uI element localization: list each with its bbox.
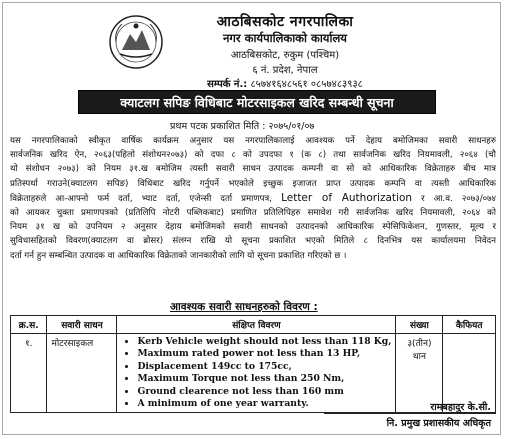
spec-item: • Maximum Torque not less than 250 Nm, <box>137 373 391 385</box>
col-serial: क्र.स. <box>11 316 47 334</box>
body-line: प्रतिस्पर्धा गराउने(क्याटलग सपिङ) विधिबाट खरिद गर्नुपर्ने भएकोले इच्छुक इजाजत प्राप्त उत्पादक कम्पनि वा त्यस्ती आधिकारिक <box>10 178 496 189</box>
body-line: विक्रेताहरुले आ-आफ्नो फर्म दर्ता, भ्याट दर्ता, एजेन्सी दर्ता प्रमाणपत्र, <box>10 193 272 204</box>
body-inline-after: र आ.व. २०७३/०७४ <box>421 193 497 204</box>
spec-item: • Maximum rated power not less than 13 HP, <box>137 348 391 360</box>
body-line: नियम ३१ ख को उपनियम २ अनुसार देहाय बमोजिमको सवारी साधनको उत्पादनको आधिकारिक स्पेसिफिकेशन, गुणस्तर, मूल्य र <box>10 222 496 233</box>
col-remarks: कैफियत <box>443 316 496 334</box>
table-header-row <box>11 316 496 334</box>
vehicle-spec-table <box>10 315 496 413</box>
office-name: नगर कार्यपालिकाको कार्यालय <box>223 31 347 45</box>
municipality-name: आठबिसकोट नगरपालिका <box>216 14 354 30</box>
table-row <box>11 334 496 413</box>
body-line: दर्ता गर्न हुन सम्बन्धित उत्पादक वा आधिकारिक विक्रेताको जानकारीको लागि यो सूचना प्रकाशित गरिएको छ । <box>10 250 347 261</box>
spec-item: • Ground clearence not less than 160 mm <box>137 386 391 398</box>
body-line: सार्वजनिक खरिद ऐन, २०६३(पहिलो संशोधन२०७३) को दफा ८ को उपदफा १ (क ८) तथा सार्वजनिक खरिद नियमावली, २०६४ (चौ <box>10 150 496 161</box>
spec-item: • A minimum of one year warranty. <box>137 398 391 410</box>
notice-title-banner: क्याटलग सपिङ विधिबाट मोटरसाइकल खरिद सम्बन्धी सूचना <box>78 90 436 114</box>
row-description <box>117 334 396 413</box>
body-line: सुविधासहितको विवरण(क्याटलग वा ब्रोसर) संलग्न राखि यो सूचना प्रकाशित भएको मितिले ८ दिनभित्र यस कार्यालयमा निवेदन <box>10 236 496 247</box>
col-vehicle: सवारी साधन <box>47 316 117 334</box>
notice-body <box>10 134 496 263</box>
table-title: आवश्यक सवारी साधनहरुको विवरण : <box>170 301 318 313</box>
spec-item: • Kerb Vehicle weight should not less than 118 Kg, <box>137 336 391 348</box>
row-vehicle: मोटरसाइकल <box>47 334 117 413</box>
spec-item: • Displacement 149cc to 175cc, <box>137 361 391 373</box>
letter-of-authorization-text: Letter of Authorization <box>281 191 413 204</box>
office-address: आठबिसकोट, रुकुम (पश्चिम) <box>230 50 340 61</box>
contact-label: सम्पर्क नं.: <box>207 79 248 90</box>
body-line: थो संशोधन २०७३) को नियम ३१.ख बमोजिम त्यस्ती सवारी साधन उत्पादक कम्पनी वा सो को आधिकारिक विक्रेताहरु बीच मात्र <box>10 164 496 175</box>
row-serial: १. <box>11 334 47 413</box>
signature-divider <box>324 413 496 414</box>
signatory-designation: नि. प्रमुख प्रशासकीय अधिकृत <box>386 418 491 429</box>
contact-numbers: ८५७४१६४८५६१ ०८५७४८३९३८ <box>250 79 363 90</box>
spec-list <box>121 336 391 410</box>
body-line: को आयकर चुक्ता प्रमाणपत्रको (प्रतिलिपि नोटरी पब्लिकबाट) प्रमाणित प्रतिलिपिहरु समावेश गरी सार्वजनिक खरिद नियमावली, २०६४ को <box>10 208 496 219</box>
quantity-number: ३(तीन) <box>407 339 432 349</box>
body-line: यस नगरपालिकाको स्वीकृत वार्षिक कार्यक्रम अनुसार यस नगरपालिकालाई आवश्यक पर्ने देहाय बमोजिमका सवारी साधनहरु <box>10 136 496 146</box>
contact-line <box>150 76 420 90</box>
publish-date: प्रथम पटक प्रकाशित मिति : २०७५/०१/०७ <box>170 121 315 132</box>
col-quantity: संख्या <box>396 316 443 334</box>
signatory-name: रामबहादुर के.सी. <box>430 402 491 413</box>
quantity-unit: थान <box>412 352 426 362</box>
col-description: संक्षिप्त विवरण <box>117 316 396 334</box>
province-line: ६ नं. प्रदेश, नेपाल <box>252 65 318 76</box>
body-line-with-latin <box>10 191 496 206</box>
